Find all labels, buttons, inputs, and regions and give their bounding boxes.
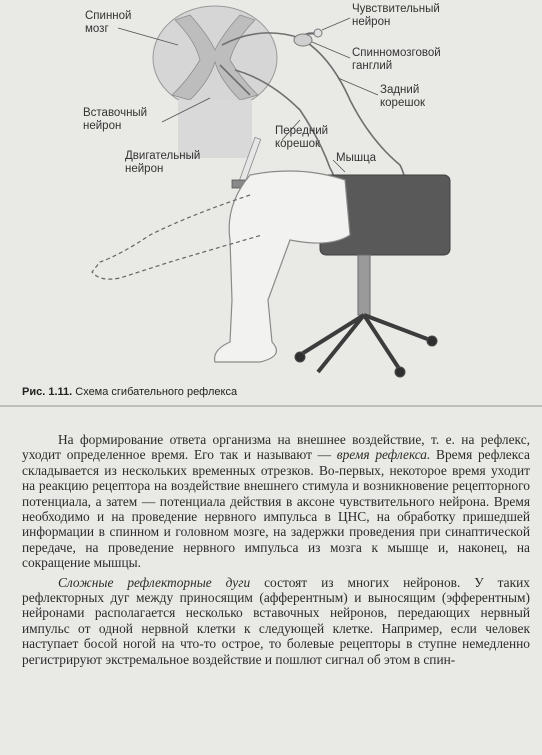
- paragraph-1: [22, 432, 530, 571]
- figure-caption: [22, 386, 522, 398]
- body-text: [22, 432, 530, 667]
- p2-part-b: состоят из многих нейронов. У таких рефлекторных дуг между приносящим (афферентным) и выносящим (эфферентным) нейронами располагается несколько вставочных нейронов, передающих нервный импульс от одной нервной клетки к следующей клетке. Например, если человек наступает босой ногой на что-то острое, то болевые рецепторы в ступне немедленно регистрируют экстремальное воздействие и пошлют сигнал об этом в спин-: [22, 574, 530, 667]
- term-complex-arcs: Сложные рефлекторные дуги: [58, 574, 251, 590]
- caption-number: Рис. 1.11.: [22, 386, 73, 398]
- label-interneuron: Вставочный нейрон: [83, 107, 148, 132]
- label-sensory-neuron: Чувствительный нейрон: [352, 3, 440, 28]
- label-spinal-cord: Спинной мозг: [85, 10, 132, 35]
- ganglion-shape: [294, 34, 312, 46]
- caption-text: Схема сгибательного рефлекса: [72, 386, 238, 398]
- paragraph-2: [22, 575, 530, 667]
- divider: [0, 405, 542, 407]
- p1-part-a: На формирование ответа организма на внешнее воздействие, т. е. на рефлекс, уходит определенное время. Его так и называют —: [22, 432, 530, 463]
- label-ventral-root: Передний корешок: [275, 125, 329, 150]
- label-spinal-ganglion: Спинномозговой ганглий: [352, 47, 441, 72]
- p1-part-b: Время рефлекса складывается из нескольких временных отрезков. Во-первых, некоторое время уходит на реакцию рецептора на воздействие внешнего стимула и возникновение рецепторного потенциала, а затем — потенциала действия в аксоне чувствительного нейрона. Время необходимо и на проведение нервного импульса в ЦНС, на обработку пришедшей информации в спинном и головном мозге, на задержки проведения при синаптической передаче, на проведение нервного импульса из мозга к мышце и, наконец, на сокращение мышцы.: [22, 447, 530, 571]
- label-motor-neuron: Двигательный нейрон: [125, 150, 201, 175]
- label-muscle: Мышца: [336, 152, 377, 164]
- label-dorsal-root: Задний корешок: [380, 84, 426, 109]
- spinal-cord-section: [153, 6, 277, 158]
- term-reflex-time: время рефлекса.: [336, 447, 431, 463]
- sensory-neuron-body: [314, 29, 322, 37]
